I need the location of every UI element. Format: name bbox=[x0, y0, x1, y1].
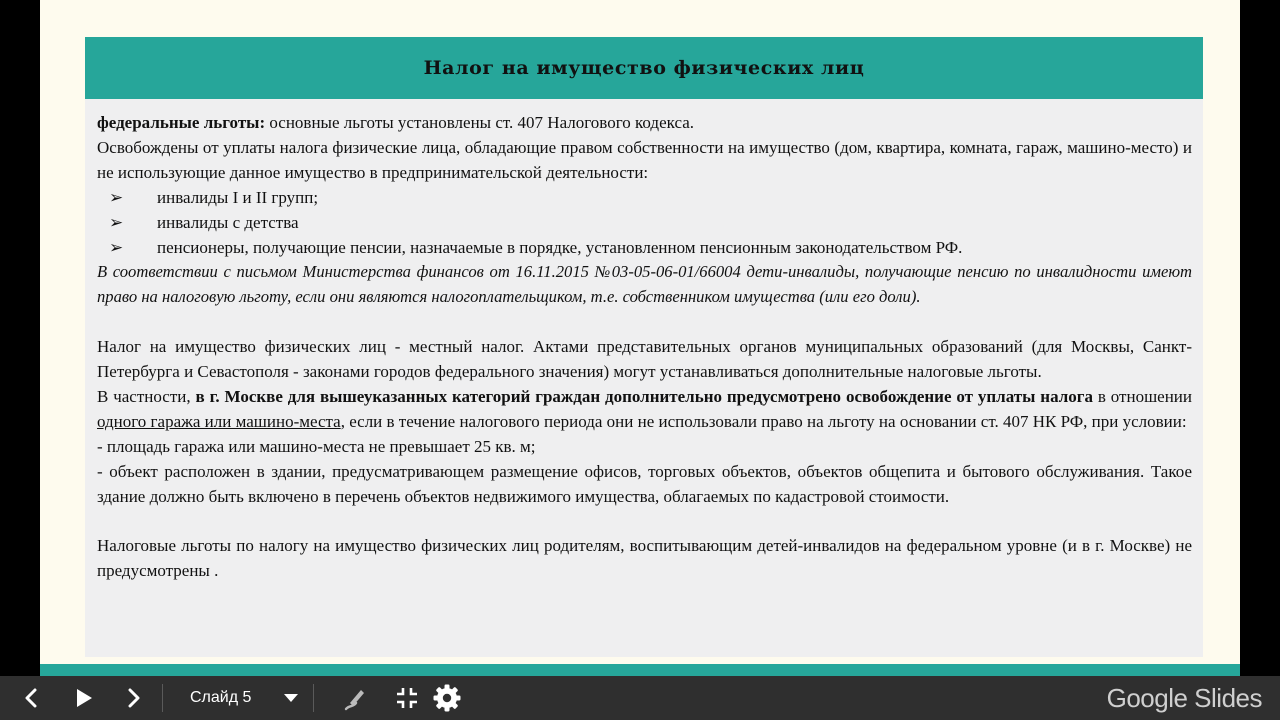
slide-number-label: Слайд 5 bbox=[190, 689, 252, 706]
spacer bbox=[97, 310, 1192, 335]
paragraph-garage-area: - площадь гаража или машино-места не превышает 25 кв. м; bbox=[97, 436, 536, 456]
exit-fullscreen-button[interactable] bbox=[396, 676, 418, 720]
title-bar bbox=[85, 37, 1203, 99]
chevron-right-icon bbox=[126, 688, 142, 708]
arrow-bullet-icon: ➢ bbox=[109, 187, 124, 207]
slide-selector[interactable] bbox=[163, 676, 313, 720]
moscow-text-c: , если в течение налогового периода они не использовали право на льготу на основании ст. 407 НК РФ, при условии: bbox=[340, 411, 1187, 431]
moscow-underlined-text: одного гаража или машино-места bbox=[97, 411, 341, 431]
slide-bottom-band bbox=[40, 664, 1240, 676]
bullet-list bbox=[97, 186, 1192, 261]
list-item bbox=[97, 211, 1192, 236]
paragraph-building: - объект расположен в здании, предусматривающем размещение офисов, торговых объектов, объектов общепита и бытового обслуживания. Такое здание должно быть включено в перечень объектов недвижимого имущества, облагаемых по кадастровой стоимости. bbox=[97, 461, 1192, 506]
list-item bbox=[97, 186, 1192, 211]
paragraph-moscow bbox=[97, 385, 1192, 435]
settings-button[interactable] bbox=[418, 676, 476, 720]
list-item-text: инвалиды с детства bbox=[157, 212, 299, 232]
paragraph-exempt: Освобождены от уплаты налога физические лица, обладающие правом собственности на имущество (дом, квартира, комната, гараж, машино-место) и не использующие данное имущество в предпринимательской деятельности: bbox=[97, 137, 1192, 182]
paragraph-no-benefits: Налоговые льготы по налогу на имущество физических лиц родителям, воспитывающим детей-инвалидов на федеральном уровне (и в г. Москве) не предусмотрены . bbox=[97, 536, 1192, 581]
slide-content bbox=[85, 99, 1203, 657]
federal-benefits-text: основные льготы установлены ст. 407 Налогового кодекса. bbox=[265, 113, 695, 132]
list-item-text: инвалиды I и II групп; bbox=[157, 187, 319, 207]
play-icon bbox=[74, 687, 94, 709]
presentation-toolbar bbox=[0, 676, 1280, 720]
chevron-left-icon bbox=[23, 688, 39, 708]
federal-benefits-label: федеральные льготы: bbox=[97, 113, 266, 132]
list-item bbox=[97, 236, 1192, 261]
moscow-text-a: В частности, bbox=[97, 386, 196, 406]
chevron-down-icon bbox=[284, 694, 298, 702]
paragraph-ministry-letter: В соответствии с письмом Министерства финансов от 16.11.2015 №03-05-06-01/66004 дети-инвалиды, получающие пенсию по инвалидности имеют право на налоговую льготу, если они являются налогоплательщиком, т.е. собственником имущества (или его доли). bbox=[97, 262, 1192, 307]
spacer bbox=[97, 509, 1192, 534]
paragraph-federal-benefits bbox=[97, 111, 1192, 136]
pen-tool-button[interactable] bbox=[314, 676, 396, 720]
previous-slide-button[interactable] bbox=[0, 676, 62, 720]
slide bbox=[40, 0, 1240, 676]
arrow-bullet-icon: ➢ bbox=[109, 237, 124, 257]
next-slide-button[interactable] bbox=[106, 676, 162, 720]
moscow-text-b: в отношении bbox=[1092, 386, 1192, 406]
pen-icon bbox=[342, 685, 368, 711]
google-slides-logo: Google Slides bbox=[1106, 683, 1262, 713]
list-item-text: пенсионеры, получающие пенсии, назначаемые в порядке, установленном пенсионным законодательством РФ. bbox=[157, 237, 963, 257]
play-button[interactable] bbox=[62, 676, 106, 720]
exit-fullscreen-icon bbox=[396, 687, 418, 709]
paragraph-local-tax: Налог на имущество физических лиц - местный налог. Актами представительных органов муниципальных образований (для Москвы, Санкт-Петербурга и Севастополя - законами городов федерального значения) могут устанавливаться дополнительные налоговые льготы. bbox=[97, 337, 1192, 382]
arrow-bullet-icon: ➢ bbox=[109, 212, 124, 232]
moscow-bold-text: в г. Москве для вышеуказанных категорий граждан дополнительно предусмотрено освобождение от уплаты налога bbox=[195, 386, 1093, 406]
gear-icon bbox=[432, 683, 462, 713]
slide-title: Налог на имущество физических лиц bbox=[423, 57, 865, 79]
